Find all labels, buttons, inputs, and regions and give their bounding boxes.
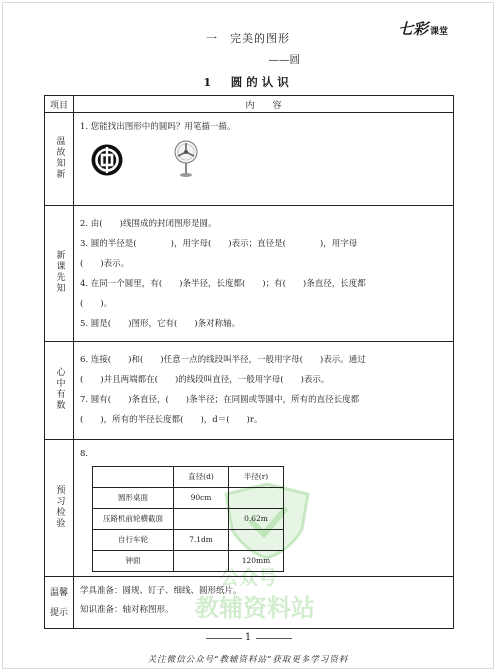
question-1: 1. 您能找出图形中的圆吗？用笔描一描。: [80, 122, 236, 132]
question-7-cont: ( )，所有的半径长度都( )，d＝( )r。: [80, 415, 263, 425]
question-7: 7. 圆有( )条直径，( )条半径；在同圆或等圆中，所有的直径长度都: [80, 395, 360, 405]
measure-header-blank: [93, 467, 174, 488]
label-preview-cell: [45, 440, 74, 577]
label-review-cell: [45, 113, 74, 206]
brand-logo: [398, 18, 448, 39]
diameter-answer-cell[interactable]: [174, 509, 229, 530]
header-item: 项目: [45, 96, 74, 113]
label-tip-bottom: 提示: [49, 607, 68, 618]
footer-rule-right: [256, 638, 292, 639]
watermark-line1: 公众号: [220, 567, 278, 589]
label-new: 新课先知: [54, 250, 65, 294]
study-table: [44, 95, 454, 629]
question-4-cont: ( )。: [80, 299, 113, 309]
brand-sub: 课堂: [430, 27, 449, 37]
row-new: [45, 206, 454, 342]
page-number: 1: [244, 632, 252, 643]
question-3-cont: ( )表示。: [80, 259, 130, 269]
table-row: [93, 551, 284, 572]
measure-object: 钟面: [93, 551, 174, 572]
tip-tools: 学具准备：圆规、钉子、细线、圆形纸片。: [80, 586, 242, 596]
measure-object: 压路机前轮横截面: [93, 509, 174, 530]
label-review: 温故知新: [54, 135, 65, 180]
measure-table: [92, 466, 284, 572]
measure-object: 自行车轮: [93, 530, 174, 551]
measure-object: 圆形桌面: [93, 488, 174, 509]
label-tip-cell: [45, 577, 74, 629]
content-review: [74, 113, 454, 206]
question-8: 8.: [80, 449, 89, 459]
row-tip: [45, 577, 454, 629]
table-row: [93, 509, 284, 530]
content-preview: [74, 440, 454, 577]
table-header-row: [45, 96, 454, 113]
measure-header-row: [93, 467, 284, 488]
radius-answer-cell[interactable]: [229, 530, 284, 551]
diameter-value: 90cm: [174, 488, 229, 509]
section-title: 1 圆的认识: [203, 75, 293, 89]
content-new: [74, 206, 454, 342]
header-content: 内 容: [74, 96, 454, 113]
row-heart: [45, 342, 454, 440]
label-new-cell: [45, 206, 74, 342]
watermark-line2: 教辅资料站: [195, 594, 315, 622]
measure-header-radius: 半径(r): [229, 467, 284, 488]
row-preview: [45, 440, 454, 577]
label-heart: 心中有数: [54, 367, 65, 411]
content-heart: [74, 342, 454, 440]
content-tip: [74, 577, 454, 629]
figure-icons: [80, 143, 447, 183]
question-5: 5. 圆是( )图形，它有( )条对称轴。: [80, 319, 241, 329]
measure-header-diameter: 直径(d): [174, 467, 229, 488]
radius-value: 120mm: [229, 551, 284, 572]
table-row: [93, 530, 284, 551]
question-4: 4. 在同一个圆里，有( )条半径，长度都( )；有( )条直径，长度都: [80, 279, 366, 289]
chapter-title: 一 完美的图形: [206, 32, 290, 45]
table-row: [93, 488, 284, 509]
tip-knowledge: 知识准备：轴对称图形。: [80, 605, 174, 615]
question-3: 3. 圆的半径是( )，用字母( )表示；直径是( )，用字母: [80, 239, 358, 249]
radius-answer-cell[interactable]: [229, 488, 284, 509]
question-6: 6. 连接( )和( )任意一点的线段叫半径，一般用字母( )表示。通过: [80, 355, 366, 365]
electric-fan-icon[interactable]: [172, 139, 200, 179]
question-2: 2. 由( )线围成的封闭图形是圆。: [80, 219, 217, 229]
radius-value: 0.62m: [229, 509, 284, 530]
question-6-cont: ( )并且两端都在( )的线段叫直径，一般用字母( )表示。: [80, 375, 330, 385]
brand-main: 七彩: [398, 20, 429, 38]
label-preview: 预习检验: [54, 484, 65, 529]
row-review: [45, 113, 454, 206]
label-heart-cell: [45, 342, 74, 440]
chapter-subtitle: ——圆: [268, 54, 300, 66]
footer-note: 关注微信公众号“教辅资料站”获取更多学习资料: [147, 655, 349, 665]
coin-logo-icon[interactable]: [90, 143, 124, 177]
diameter-answer-cell[interactable]: [174, 551, 229, 572]
label-tip-top: 温馨: [49, 587, 68, 598]
diameter-value: 7.1dm: [174, 530, 229, 551]
